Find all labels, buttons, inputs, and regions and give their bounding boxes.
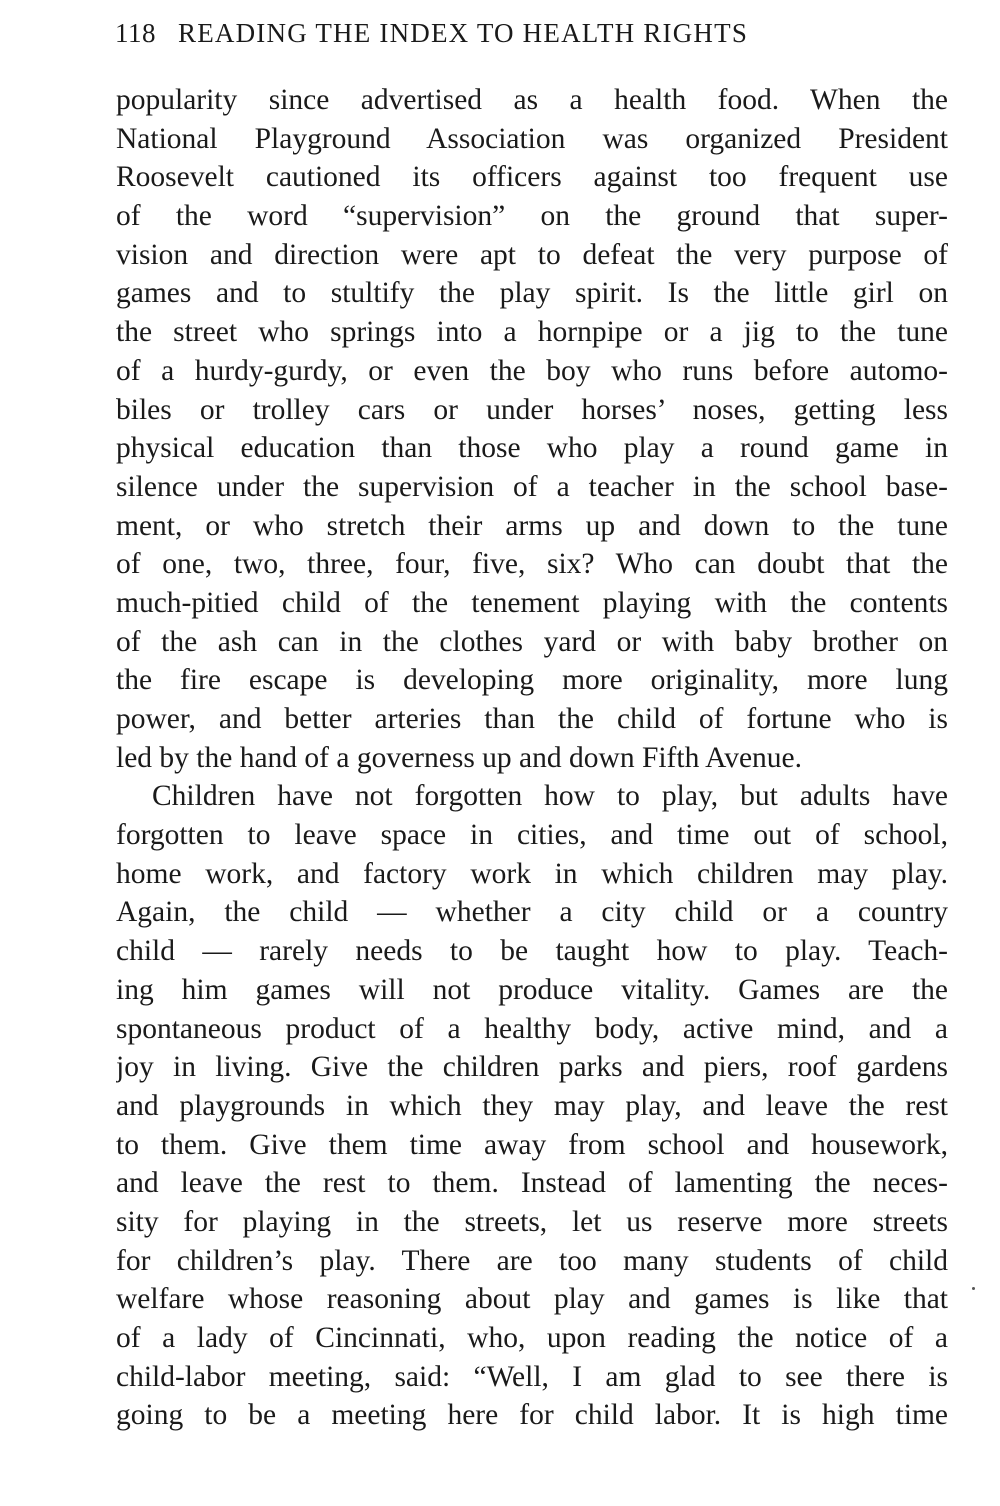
text-line: led by the hand of a governess up and down Fifth Avenue.: [116, 741, 803, 774]
page-number: 118: [115, 18, 156, 48]
text-line: going to be a meeting here for child labor. It is high time: [116, 1399, 948, 1432]
margin-speck: [972, 1287, 975, 1290]
text-line: vision and direction were apt to defeat the very purpose of: [116, 238, 948, 271]
text-line: child-labor meeting, said: “Well, I am glad to see there is: [116, 1360, 948, 1393]
text-line: Again, the child — whether a city child or a country: [116, 896, 948, 929]
text-line: for children’s play. There are too many students of child: [116, 1244, 948, 1277]
text-line: Children have not forgotten how to play, but adults have: [152, 780, 948, 813]
running-title: READING THE INDEX TO HEALTH RIGHTS: [178, 18, 749, 48]
text-line: biles or trolley cars or under horses’ noses, getting less: [116, 393, 948, 426]
text-line: the street who springs into a hornpipe or a jig to the tune: [116, 316, 948, 349]
text-line: spontaneous product of a healthy body, active mind, and a: [116, 1012, 948, 1045]
text-line: and leave the rest to them. Instead of lamenting the neces-: [116, 1167, 948, 1200]
text-line: of the word “supervision” on the ground that super-: [116, 200, 948, 233]
text-line: physical education than those who play a round game in: [116, 432, 948, 465]
text-line: and playgrounds in which they may play, and leave the rest: [116, 1089, 948, 1122]
text-line: to them. Give them time away from school and housework,: [116, 1128, 948, 1161]
paragraph-1: [116, 81, 948, 777]
text-line: home work, and factory work in which children may play.: [116, 857, 948, 890]
text-line: child — rarely needs to be taught how to play. Teach-: [116, 935, 948, 968]
text-line: ment, or who stretch their arms up and down to the tune: [116, 509, 948, 542]
text-line: popularity since advertised as a health food. When the: [116, 84, 948, 116]
text-line: the fire escape is developing more originality, more lung: [116, 664, 948, 697]
text-line: much-pitied child of the tenement playing with the contents: [116, 586, 948, 619]
paragraph-2: [116, 777, 948, 1435]
text-line: silence under the supervision of a teacher in the school base-: [116, 470, 948, 503]
text-line: power, and better arteries than the child of fortune who is: [116, 703, 948, 735]
text-line: of a hurdy-gurdy, or even the boy who runs before automo-: [116, 354, 948, 387]
text-line: Roosevelt cautioned its officers against too frequent use: [116, 161, 948, 194]
body-text: [116, 81, 948, 1435]
text-line: of a lady of Cincinnati, who, upon reading the notice of a: [116, 1322, 948, 1354]
text-line: games and to stultify the play spirit. Is the little girl on: [116, 277, 948, 310]
running-header: [115, 18, 945, 54]
text-line: National Playground Association was organized President: [116, 122, 948, 155]
text-line: welfare whose reasoning about play and games is like that: [116, 1283, 948, 1316]
text-line: of one, two, three, four, five, six? Who can doubt that the: [116, 548, 948, 581]
text-line: sity for playing in the streets, let us reserve more streets: [116, 1205, 948, 1238]
text-line: joy in living. Give the children parks and piers, roof gardens: [116, 1051, 948, 1084]
text-line: forgotten to leave space in cities, and time out of school,: [116, 819, 948, 852]
text-line: of the ash can in the clothes yard or with baby brother on: [116, 625, 948, 658]
text-line: ing him games will not produce vitality. Games are the: [116, 973, 948, 1006]
